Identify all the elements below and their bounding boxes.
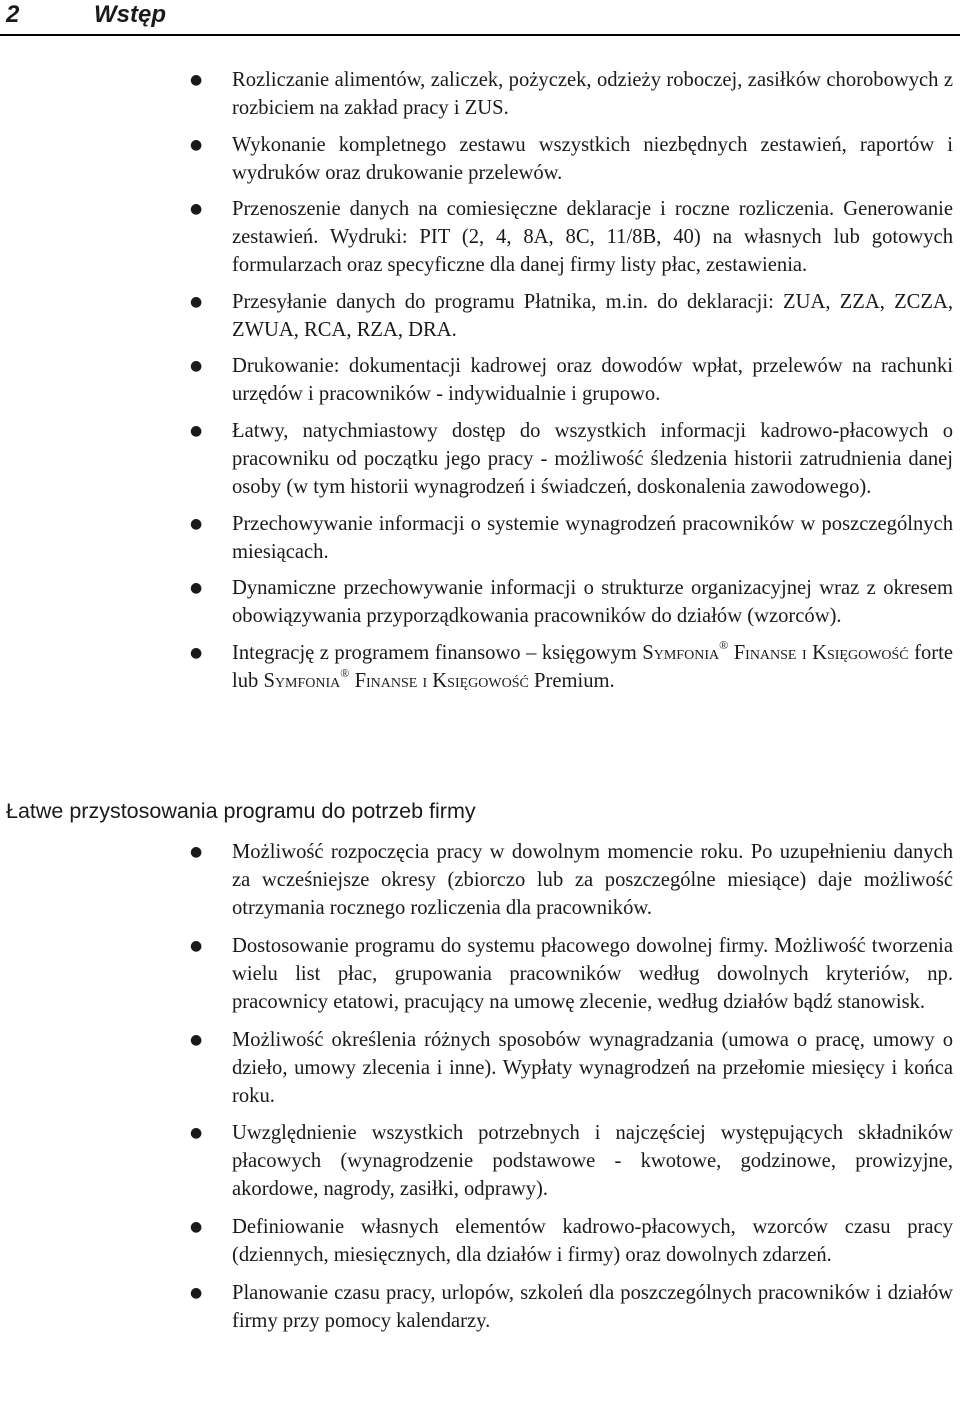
chapter-title: Wstęp <box>94 1 166 28</box>
feature-list <box>0 66 960 703</box>
list-item: ● Uwzględnienie wszystkich potrzebnych i najczęściej występujących składników płacowych (wynagrodzenie podstawowe - kwotowe, godzinowe, prowizyjne, akordowe, nagrody, zasiłki, odprawy). <box>0 1119 953 1203</box>
bullet-icon: ● <box>190 1031 203 1048</box>
list-item: ● Definiowanie własnych elementów kadrowo-płacowych, wzorców czasu pracy (dziennych, miesięcznych, dla działów i firmy) oraz dowolnych zdarzeń. <box>0 1213 953 1269</box>
bullet-icon: ● <box>190 580 203 597</box>
integration-item <box>0 639 953 695</box>
bullet-icon: ● <box>190 136 203 153</box>
list-item: ● Łatwy, natychmiastowy dostęp do wszystkich informacji kadrowo-płacowych o pracowniku od początku jego pracy - możliwość śledzenia historii zatrudnienia danej osoby (w tym historii wynagrodzeń i świadczeń, doskonalenia zawodowego). <box>0 417 953 501</box>
section-heading: Łatwe przystosowania programu do potrzeb firmy <box>6 799 476 823</box>
list-item: ● Przenoszenie danych na comiesięczne deklaracje i roczne rozliczenia. Generowanie zestawień. Wydruki: PIT (2, 4, 8A, 8C, 11/8B, 40) na własnych lub gotowych formularzach oraz specyficzne dla danej firmy listy płac, zestawienia. <box>0 195 953 279</box>
edition-text: forte lub <box>232 641 953 692</box>
bullet-icon: ● <box>190 644 203 661</box>
list-item: ● Przechowywanie informacji o systemie wynagrodzeń pracowników w poszczególnych miesiącach. <box>0 510 953 566</box>
bullet-icon: ● <box>190 72 203 88</box>
product-name: Finanse i Księgowość <box>354 669 529 692</box>
registered-mark: ® <box>340 665 350 680</box>
page-header <box>0 0 960 36</box>
bullet-icon: ● <box>190 1125 203 1142</box>
page-number: 2 <box>6 1 20 28</box>
list-item: ● Drukowanie: dokumentacji kadrowej oraz dowodów wpłat, przelewów na rachunki urzędów i pracowników - indywidualnie i grupowo. <box>0 352 953 408</box>
bullet-icon: ● <box>190 937 203 954</box>
brand-name: Symfonia <box>642 641 720 664</box>
bullet-icon: ● <box>190 515 203 532</box>
bullet-icon: ● <box>190 201 203 218</box>
registered-mark: ® <box>719 637 729 652</box>
bullet-icon: ● <box>190 1219 203 1236</box>
brand-name: Symfonia <box>263 669 341 692</box>
list-item: ● Dynamiczne przechowywanie informacji o strukturze organizacyjnej wraz z okresem obowiązywania przyporządkowania pracowników do działów (wzorców). <box>0 574 953 630</box>
list-item: ● Przesyłanie danych do programu Płatnika, m.in. do deklaracji: ZUA, ZZA, ZCZA, ZWUA, RCA, RZA, DRA. <box>0 288 953 344</box>
bullet-icon: ● <box>190 422 203 439</box>
list-item: ● Możliwość rozpoczęcia pracy w dowolnym momencie roku. Po uzupełnieniu danych za wcześniejsze okresy (zbiorczo lub za poszczególne miesiące) daje możliwość otrzymania rocznego rozliczenia dla pracowników. <box>0 838 953 922</box>
list-item: ● Możliwość określenia różnych sposobów wynagradzania (umowa o pracę, umowy o dzieło, umowy zlecenia i inne). Wypłaty wynagrodzeń na przełomie miesięcy i końca roku. <box>0 1026 953 1110</box>
list-item: ● Rozliczanie alimentów, zaliczek, pożyczek, odzieży roboczej, zasiłków chorobowych z rozbiciem na zakład pracy i ZUS. <box>0 66 953 122</box>
list-item: ● Planowanie czasu pracy, urlopów, szkoleń dla poszczególnych pracowników i działów firmy przy pomocy kalendarzy. <box>0 1279 953 1335</box>
bullet-icon: ● <box>190 1284 203 1301</box>
bullet-icon: ● <box>190 293 203 310</box>
bullet-icon: ● <box>190 844 203 860</box>
product-name: Finanse i Księgowość <box>733 641 909 664</box>
list-item: ● Dostosowanie programu do systemu płacowego dowolnej firmy. Możliwość tworzenia wielu list płac, grupowania pracowników według dowolnych kryteriów, np. pracownicy etatowi, pracujący na umowę zlecenie, według działów bądź stanowisk. <box>0 932 953 1016</box>
integration-intro: Integrację z programem finansowo – księgowym <box>232 641 637 664</box>
bullet-icon: ● <box>190 358 203 375</box>
list-item: ● Wykonanie kompletnego zestawu wszystkich niezbędnych zestawień, raportów i wydruków oraz drukowanie przelewów. <box>0 131 953 187</box>
edition-text: Premium. <box>534 669 615 692</box>
customization-list <box>0 838 960 1345</box>
